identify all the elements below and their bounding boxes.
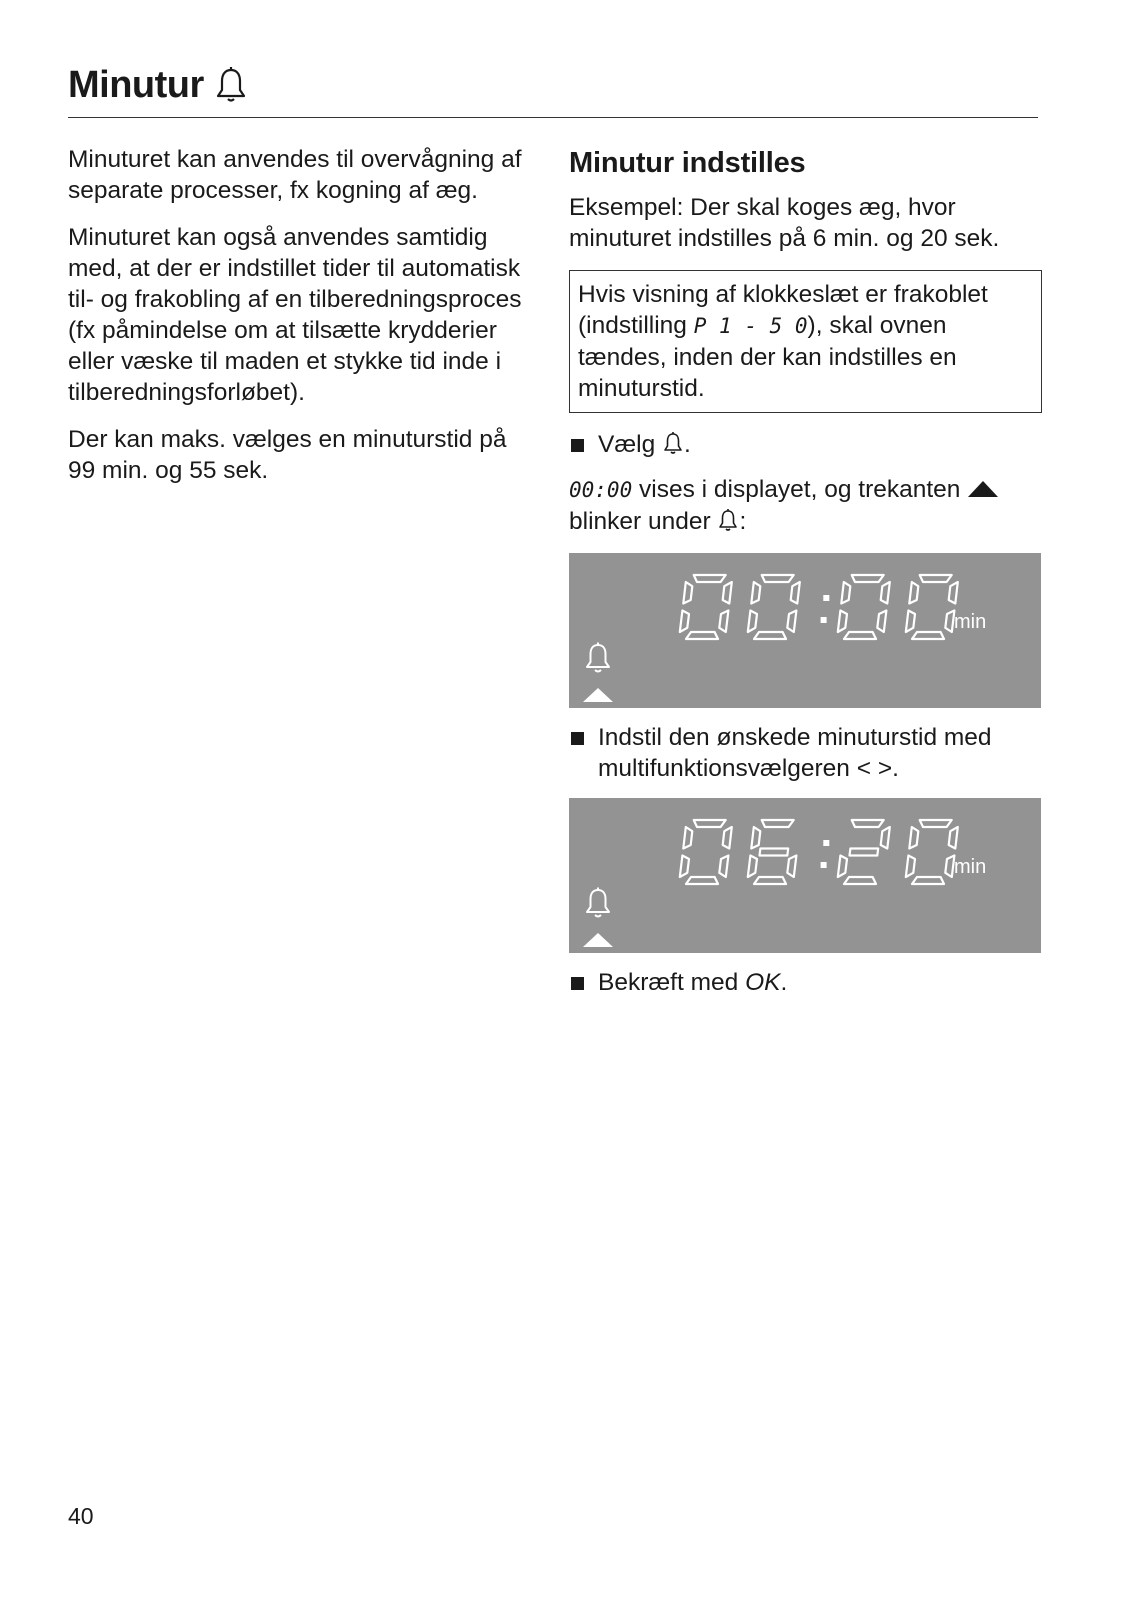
display-segment-c [877, 611, 886, 633]
info-post: blinker under [569, 508, 718, 535]
bullet-square-icon [571, 439, 584, 452]
step-select-pre: Vælg [598, 431, 663, 458]
step-confirm [569, 967, 1042, 998]
bell-icon [583, 886, 613, 920]
display-unit: min [954, 856, 987, 878]
display-segment-a [694, 575, 726, 582]
display-segment-c [719, 611, 728, 633]
display-segment-f [751, 827, 760, 849]
display-colon-dot [823, 595, 829, 601]
page-title-text: Minutur [68, 64, 204, 106]
step-confirm-text [598, 967, 787, 998]
note-text-post: ), skal ovnen tændes, inden der kan indstilles en minuturstid. [578, 312, 957, 402]
display-segment-b [791, 582, 800, 604]
bell-icon [662, 431, 684, 455]
section-heading: Minutur indstilles [569, 147, 806, 179]
display-segment-d [686, 632, 718, 639]
oven-display-set [569, 798, 1041, 953]
display-segment-e [906, 611, 915, 633]
triangle-up-icon [582, 687, 614, 703]
display-segment-f [683, 582, 692, 604]
limit-paragraph: Der kan maks. vælges en minuturstid på 99 min. og 55 sek. [68, 426, 507, 484]
bullet-square-icon [571, 977, 584, 990]
display-segment-d [754, 632, 786, 639]
display-segment-d [686, 877, 718, 884]
display-segment-b [723, 827, 732, 849]
oven-display-initial [569, 553, 1041, 708]
page-number: 40 [68, 1503, 94, 1529]
display-code: 00:00 [569, 478, 633, 502]
display-segment-b [723, 582, 732, 604]
step-select-timer [569, 429, 1042, 460]
right-column [569, 144, 1042, 1012]
page-title [68, 62, 248, 108]
step-confirm-pre: Bekræft med [598, 969, 746, 996]
display-segment-d [844, 877, 876, 884]
usage-paragraph: Minuturet kan også anvendes samtidig med, at der er indstillet tider til automatisk til- og frakobling af en tilberedningsproces (fx påmindelse om at tilsætte krydderier eller væske til maden et stykke tid inde i tilberedningsforløbet). [68, 224, 522, 406]
display-segment-f [683, 827, 692, 849]
bullet-square-icon [571, 732, 584, 745]
display-segment-a [920, 820, 952, 827]
display-segment-c [787, 611, 796, 633]
display-segment-c [719, 856, 728, 878]
display-colon-dot [823, 840, 829, 846]
step-set-text: Indstil den ønskede minuturstid med multifunktionsvælgeren < >. [598, 724, 992, 782]
display-segment-e [838, 611, 847, 633]
display-segment-d [912, 877, 944, 884]
display-segment-e [906, 856, 915, 878]
bell-icon [214, 65, 248, 105]
note-text-pre: Hvis visning af klokkeslæt er frakoblet (indstilling [578, 281, 988, 339]
intro-paragraph: Minuturet kan anvendes til overvågning af separate processer, fx kogning af æg. [68, 146, 522, 204]
display-segment-f [751, 582, 760, 604]
display-segment-a [920, 575, 952, 582]
title-divider [68, 117, 1038, 118]
example-paragraph: Eksempel: Der skal koges æg, hvor minuturet indstilles på 6 min. og 20 sek. [569, 194, 1000, 252]
step-text [598, 429, 691, 460]
display-segment-e [680, 856, 689, 878]
info-mid: vises i displayet, og trekanten [632, 476, 968, 503]
display-segment-e [838, 856, 847, 878]
info-end: : [739, 508, 747, 535]
display-info-paragraph [569, 474, 1042, 537]
display-segment-a [852, 820, 884, 827]
display-segment-e [748, 856, 757, 878]
display-segment-a [762, 575, 794, 582]
display-segment-d [844, 632, 876, 639]
display-segment-g [760, 849, 789, 856]
display-segment-f [909, 827, 918, 849]
display-segment-e [748, 611, 757, 633]
step-select-post: . [684, 431, 691, 458]
display-colon-dot [821, 617, 827, 623]
display-segment-a [852, 575, 884, 582]
display-segment-c [787, 856, 796, 878]
display-segment-b [881, 827, 890, 849]
display-segment-f [909, 582, 918, 604]
bell-icon [583, 641, 613, 675]
bell-icon [717, 508, 739, 532]
display-segment-d [754, 877, 786, 884]
step-set-time [569, 722, 1042, 784]
note-setting-code: P 1 - 5 0 [693, 314, 808, 338]
display-segment-e [680, 611, 689, 633]
triangle-up-icon [582, 932, 614, 948]
display-colon-dot [821, 862, 827, 868]
display-segment-a [694, 820, 726, 827]
display-segment-d [912, 632, 944, 639]
display-unit: min [954, 611, 987, 633]
display-segment-g [850, 849, 879, 856]
step-confirm-post: . [780, 969, 788, 996]
note-box [569, 270, 1042, 413]
display-segment-b [949, 827, 958, 849]
display-segment-a [762, 820, 794, 827]
ok-key-label: OK [745, 969, 781, 996]
triangle-up-icon [967, 479, 999, 499]
left-column [68, 144, 538, 502]
display-segment-f [841, 582, 850, 604]
display-segment-b [949, 582, 958, 604]
display-segment-b [881, 582, 890, 604]
